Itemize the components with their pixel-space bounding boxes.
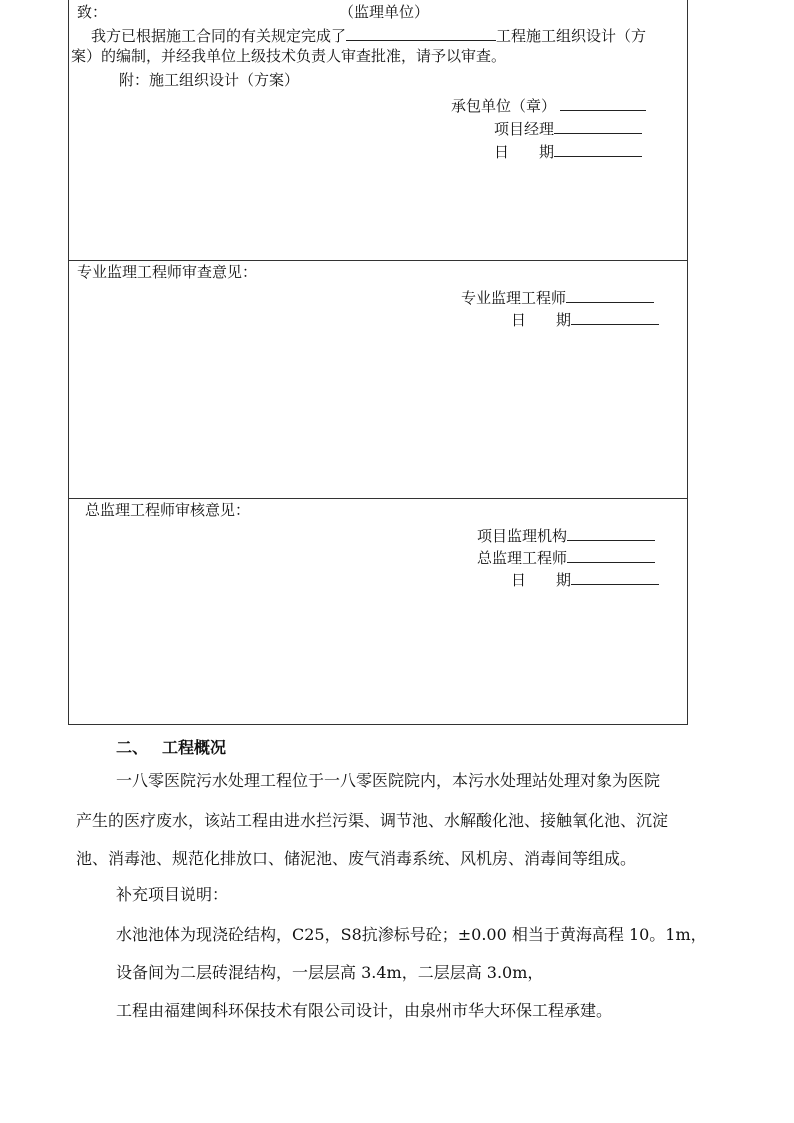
chief-review-title: 总监理工程师审核意见： (85, 501, 251, 519)
submission-body (91, 24, 646, 46)
submission-body-line2: 案）的编制，并经我单位上级技术负责人审查批准，请予以审查。 (71, 47, 507, 65)
manager-signature (494, 117, 642, 139)
section-number: 二、 (116, 738, 149, 757)
contractor-label: 承包单位（章） (451, 97, 557, 115)
supplement-line-3: 工程由福建闽科环保技术有限公司设计，由泉州市华大环保工程承建。 (116, 1001, 613, 1020)
body-suffix: 工程施工组织设计（方 (496, 27, 647, 45)
date-label: 日 期 (494, 143, 555, 161)
manager-label: 项目经理 (494, 120, 555, 138)
specialist-blank[interactable] (566, 286, 654, 303)
chief-review-section (68, 498, 688, 725)
specialist-review-title: 专业监理工程师审查意见： (77, 263, 258, 281)
date-blank[interactable] (554, 140, 642, 157)
org-signature (477, 524, 655, 546)
body-prefix: 我方已根据施工合同的有关规定完成了 (91, 27, 347, 45)
overview-line-3: 池、消毒池、规范化排放口、储泥池、废气消毒系统、风机房、消毒间等组成。 (76, 849, 637, 868)
specialist-date (511, 308, 659, 330)
supplement-line-1: 水池池体为现浇砼结构，C25，S8抗渗标号砼；±0.00 相当于黄海高程 10。1m， (116, 925, 707, 944)
specialist-signature (461, 286, 654, 308)
section-heading: 工程概况 (162, 738, 227, 757)
chief-blank[interactable] (567, 546, 655, 563)
submission-section (68, 0, 688, 261)
chief-date-label: 日 期 (511, 571, 572, 589)
chief-date (511, 568, 659, 590)
supplement-title: 补充项目说明： (116, 885, 229, 904)
manager-blank[interactable] (554, 117, 642, 134)
contractor-signature (451, 94, 646, 116)
contractor-blank[interactable] (560, 94, 646, 111)
date-signature (494, 140, 642, 162)
to-unit: （监理单位） (339, 3, 430, 21)
chief-signature (477, 546, 655, 568)
specialist-label: 专业监理工程师 (461, 289, 567, 307)
overview-line-1: 一八零医院污水处理工程位于一八零医院院内，本污水处理站处理对象为医院 (116, 771, 661, 790)
chief-label: 总监理工程师 (477, 549, 568, 567)
attachment-note: 附：施工组织设计（方案） (119, 71, 300, 89)
org-blank[interactable] (567, 524, 655, 541)
chief-date-blank[interactable] (571, 568, 659, 585)
project-name-blank[interactable] (346, 24, 496, 41)
specialist-date-label: 日 期 (511, 311, 572, 329)
to-label: 致： (77, 3, 108, 21)
specialist-review-section (68, 260, 688, 499)
supplement-line-2: 设备间为二层砖混结构，一层层高 3.4m，二层层高 3.0m， (116, 963, 544, 982)
specialist-date-blank[interactable] (571, 308, 659, 325)
org-label: 项目监理机构 (477, 527, 568, 545)
overview-line-2: 产生的医疗废水，该站工程由进水拦污渠、调节池、水解酸化池、接触氧化池、沉淀 (76, 811, 669, 830)
